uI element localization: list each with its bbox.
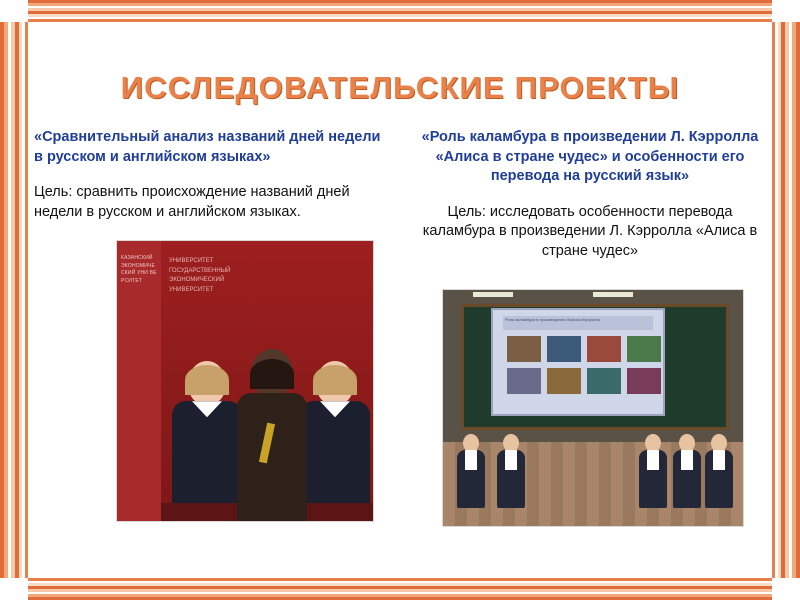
slide-content [30,24,770,576]
corner-mask-top-left [0,0,28,22]
project-goal-2: Цель: исследовать особенности перевода каламбура в произведении Л. Кэрролла «Алиса в стране чудес» [422,203,758,259]
project-photo-1 [116,240,374,522]
right-border-stripes [772,0,800,600]
photo2-screen-thumb [507,368,541,394]
photo1-banner-text: КАЗАНСКИЙ ЭКОНОМИЧЕСКИЙ УНИ ВЕРСИТЕТ [121,255,157,284]
left-border-stripes [0,0,28,600]
photo2-screen-thumb [547,336,581,362]
corner-mask-bottom-right [772,578,800,600]
project-title-1: «Сравнительный анализ названий дней недели в русском и английском языках» [34,129,381,165]
corner-mask-top-right [772,0,800,22]
photo2-ceiling-lamp-1 [473,292,513,297]
photo2-projector-screen [491,308,665,416]
project-column-left [30,128,400,527]
photo2-pupil [639,434,667,508]
photo2-screen-thumb [627,368,661,394]
photo2-screen-thumb [547,368,581,394]
project-goal-1: Цель: сравнить происхождение названий дней недели в русском и английском языках. [34,184,350,220]
photo2-screen-thumb [627,336,661,362]
photo1-wall-text: УНИВЕРСИТЕТ ГОСУДАРСТВЕННЫЙ ЭКОНОМИЧЕСКИЙ УНИВЕРСИТЕТ [169,258,231,294]
photo2-screen-thumb [587,368,621,394]
photo2-pupil [705,434,733,508]
photo2-pupil [673,434,701,508]
page-title: ИССЛЕДОВАТЕЛЬСКИЕ ПРОЕКТЫ [120,70,680,105]
bottom-border-stripes [0,578,800,600]
photo2-screen-thumb [587,336,621,362]
photo1-person-center [229,349,315,521]
photo2-ceiling-lamp-2 [593,292,633,297]
projects-columns [30,128,770,527]
photo2-screen-thumb [507,336,541,362]
photo2-pupil [457,434,485,508]
top-border-stripes [0,0,800,22]
photo2-pupil [497,434,525,508]
corner-mask-bottom-left [0,578,28,600]
project-title-2: «Роль каламбура в произведении Л. Кэрролла «Алиса в стране чудес» и особенности его перевода на русский язык» [421,129,759,185]
project-photo-2 [442,289,744,527]
photo2-screen-heading: Роль каламбура в произведении Льюиса Кэрролла [503,316,653,330]
project-column-right [400,128,770,527]
